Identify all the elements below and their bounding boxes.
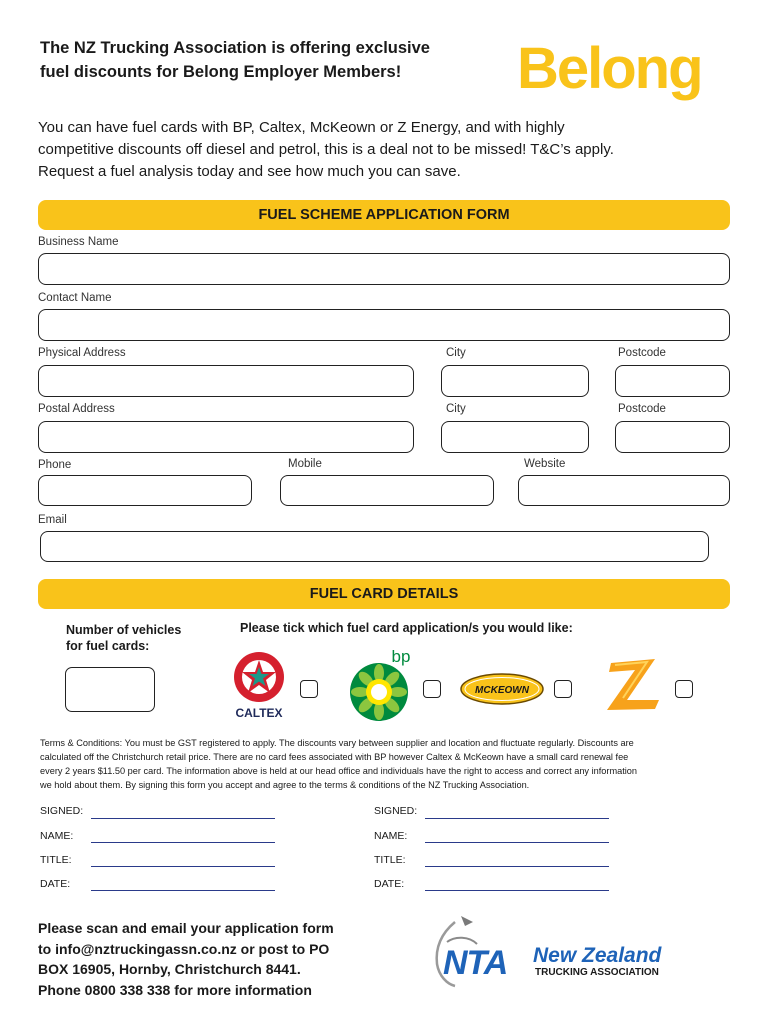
terms-and-conditions [40,736,734,792]
caltex-logo-text: CALTEX [235,706,283,720]
physical-postcode-field[interactable] [615,365,730,397]
contact-name-label: Contact Name [38,292,112,304]
fuel-card-header: FUEL CARD DETAILS [38,579,730,609]
vehicles-label-line-1: Number of vehicles [66,623,182,637]
headline-line-2: fuel discounts for Belong Employer Members! [40,63,402,81]
name-line-right[interactable] [425,842,609,843]
business-name-label: Business Name [38,236,119,248]
footer-line-1: Please scan and email your application form [38,920,334,936]
name-label-left: NAME: [40,830,74,842]
terms-line-2: calculated off the Christchurch retail price. There are no card fees associated with BP however Caltex & McKeown have a small card renewal fee [40,752,629,762]
terms-line-4: we hold about them. By signing this form you accept and agree to the terms & conditions of the NZ Trucking Association. [40,780,530,790]
postal-address-label: Postal Address [38,403,115,415]
mckeown-logo [460,672,545,706]
email-label: Email [38,514,67,526]
intro-line-3: Request a fuel analysis today and see how much you can save. [38,163,461,180]
title-line-right[interactable] [425,866,609,867]
intro-line-2: competitive discounts off diesel and petrol, this is a deal not to be missed! T&C’s apply. [38,141,614,158]
footer-line-2: to info@nztruckingassn.co.nz or post to PO [38,940,330,957]
mobile-field[interactable] [280,475,494,506]
signed-line-right[interactable] [425,818,609,819]
terms-line-1: Terms & Conditions: You must be GST registered to apply. The discounts vary between supplier and location and fluctuate regularly. Discounts are [40,738,634,748]
physical-city-label: City [446,347,466,359]
postal-city-field[interactable] [441,421,589,453]
signed-line-left[interactable] [91,818,275,819]
headline [40,36,510,84]
nta-logo-text: NTA [443,944,508,982]
email-field[interactable] [40,531,709,562]
mobile-label: Mobile [288,458,322,470]
postal-postcode-field[interactable] [615,421,730,453]
headline-line-1: The NZ Trucking Association is offering exclusive [40,39,430,57]
bp-logo [343,644,423,724]
vehicles-label [66,622,181,654]
mckeown-logo-text: MCKEOWN [475,685,529,696]
caltex-logo [228,649,292,721]
caltex-checkbox[interactable] [300,680,318,698]
nta-logo-new-zealand: New Zealand [533,944,662,967]
date-line-left[interactable] [91,890,275,891]
signed-label-left: SIGNED: [40,805,84,817]
nta-logo [425,912,695,992]
date-line-right[interactable] [425,890,609,891]
nta-logo-trucking-association: TRUCKING ASSOCIATION [535,967,659,978]
z-logo-text: Z [634,690,636,691]
title-label-right: TITLE: [374,854,406,866]
footer-contact-text [38,918,418,1000]
website-label: Website [524,458,566,470]
intro-text [38,117,738,183]
vehicles-label-line-2: for fuel cards: [66,639,150,653]
date-label-left: DATE: [40,878,71,890]
z-energy-logo [603,654,667,714]
title-line-left[interactable] [91,866,275,867]
postal-postcode-label: Postcode [618,403,666,415]
vehicles-count-field[interactable] [65,667,155,712]
title-label-left: TITLE: [40,854,72,866]
physical-address-field[interactable] [38,365,414,397]
mckeown-checkbox[interactable] [554,680,572,698]
z-energy-checkbox[interactable] [675,680,693,698]
belong-logo-text: Belong [517,36,702,101]
physical-city-field[interactable] [441,365,589,397]
belong-logo [515,30,735,120]
footer-line-3: BOX 16905, Hornby, Christchurch 8441. [38,961,301,977]
date-label-right: DATE: [374,878,405,890]
footer-line-4: Phone 0800 338 338 for more information [38,981,312,998]
name-line-left[interactable] [91,842,275,843]
phone-field[interactable] [38,475,252,506]
signed-label-right: SIGNED: [374,805,418,817]
bp-checkbox[interactable] [423,680,441,698]
postal-address-field[interactable] [38,421,414,453]
bp-logo-text: bp [391,647,411,666]
business-name-field[interactable] [38,253,730,285]
phone-label: Phone [38,459,72,471]
website-field[interactable] [518,475,730,506]
postal-city-label: City [446,403,466,415]
physical-address-label: Physical Address [38,347,126,359]
intro-line-1: You can have fuel cards with BP, Caltex, McKeown or Z Energy, and with highly [38,119,565,136]
physical-postcode-label: Postcode [618,347,666,359]
contact-name-field[interactable] [38,309,730,341]
application-form-header: FUEL SCHEME APPLICATION FORM [38,200,730,230]
terms-line-3: every 2 years $11.50 per card. The information above is held at our head office and individuals have the right to access and correct any information [40,766,638,776]
tick-instruction: Please tick which fuel card application/s you would like: [240,621,573,635]
name-label-right: NAME: [374,830,408,842]
